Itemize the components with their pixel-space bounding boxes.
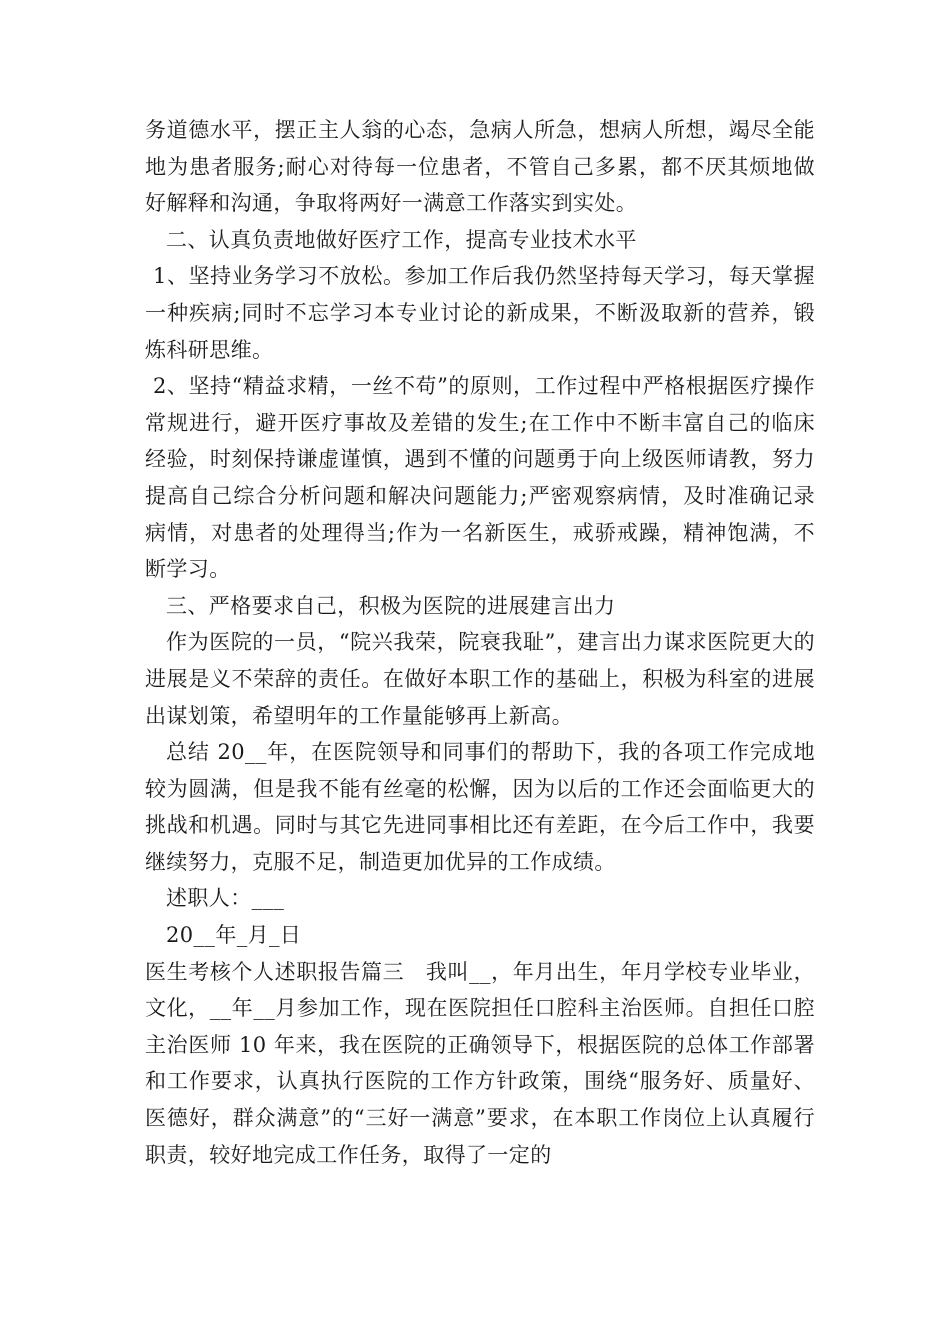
heading-section-three: 三、严格要求自己，积极为医院的进展建言出力 [166, 593, 616, 618]
paragraph-principle: 2、坚持“精益求精，一丝不苟”的原则，工作过程中严格根据医疗操作常规进行，避开医疗事故及差错的发生;在工作中不断丰富自己的临床经验，时刻保持谦虚谨慎，遇到不懂的问题勇于向上级医师请教，努力提高自己综合分析问题和解决问题能力;严密观察病情，及时准确记录病情，对患者的处理得当;作为一名新医生，戒骄戒躁，精神饱满，不断学习。 [145, 374, 815, 582]
paragraph-summary: 总结 20__年，在医院领导和同事们的帮助下，我的各项工作完成地较为圆满，但是我不能有丝毫的松懈，因为以后的工作还会面临更大的挑战和机遇。同时与其它先进同事相比还有差距，在今后工作中，我要继续努力，克服不足，制造更加优异的工作成绩。 [145, 740, 815, 874]
reporter-signature: 述职人：___ [166, 886, 285, 911]
paragraph-report-three: 医生考核个人述职报告篇三 我叫__，年月出生，年月学校专业毕业，文化，__年__月参加工作，现在医院担任口腔科主治医师。自担任口腔主治医师 10 年来，我在医院的正确领导下，根据医院的总体工作部署和工作要求，认真执行医院的工作方针政策，围绕“服务好、质量好、医德好，群众满意”的“三好一满意”要求，在本职工作岗位上认真履行职责，较好地完成工作任务，取得了一定的 [145, 959, 815, 1167]
heading-section-two: 二、认真负责地做好医疗工作，提高专业技术水平 [166, 227, 637, 252]
paragraph-study: 1、坚持业务学习不放松。参加工作后我仍然坚持每天学习，每天掌握一种疾病;同时不忘学习本专业讨论的新成果，不断汲取新的营养，锻炼科研思维。 [145, 264, 815, 362]
report-date: 20__年_月_日 [166, 923, 302, 948]
document-body [145, 112, 815, 1173]
paragraph-hospital-member: 作为医院的一员，“院兴我荣，院衰我耻”，建言出力谋求医院更大的进展是义不荣辞的责任。在做好本职工作的基础上，积极为科室的进展出谋划策，希望明年的工作量能够再上新高。 [145, 630, 815, 728]
paragraph-ethics: 务道德水平，摆正主人翁的心态，急病人所急，想病人所想，竭尽全能地为患者服务;耐心对待每一位患者，不管自己多累，都不厌其烦地做好解释和沟通，争取将两好一满意工作落实到实处。 [145, 118, 815, 216]
